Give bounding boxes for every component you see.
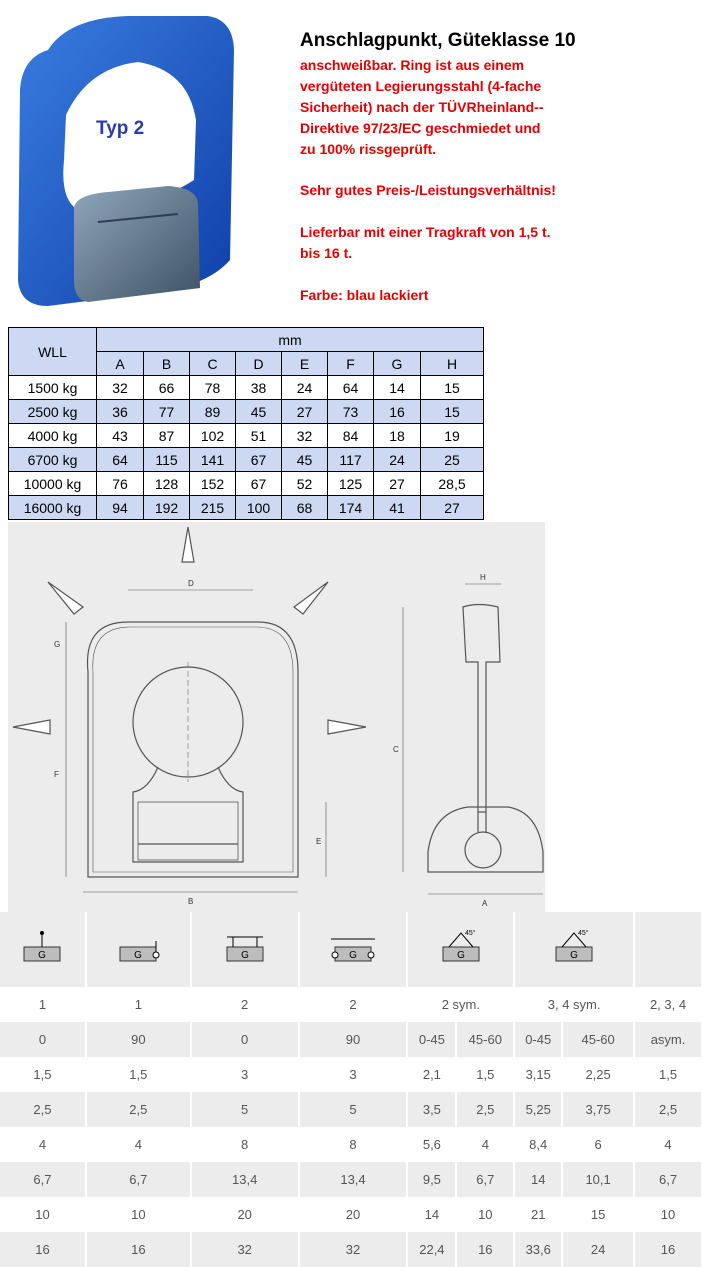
dimension-cell: 45 [236,400,282,424]
load-cell: 2,1 [407,1057,456,1092]
capacity-row [0,1197,702,1232]
dimension-cell: 100 [236,496,282,520]
load-cell: 20 [299,1197,408,1232]
dim-label-h: H [480,573,486,582]
desc-line: Direktive 97/23/EC geschmiedet und [300,120,541,136]
load-icon-cell [407,912,514,987]
capacity-row [0,1127,702,1162]
dim-column-header: F [328,352,374,376]
dimension-cell: 43 [97,424,144,448]
load-cell: 6,7 [456,1162,514,1197]
dimension-cell: 68 [282,496,328,520]
load-cell: 3,15 [514,1057,562,1092]
dimension-cell: 102 [190,424,236,448]
load-cell: 1,5 [86,1057,191,1092]
load-cell: 45-60 [456,1022,514,1057]
dimension-cell: 84 [328,424,374,448]
load-cell: 6,7 [634,1162,702,1197]
sling-two-vertical-icon [215,925,275,971]
dim-column-header: B [144,352,190,376]
load-cell: 14 [407,1197,456,1232]
dimension-row [9,448,484,472]
dimension-cell: 215 [190,496,236,520]
load-cell: 2,5 [86,1092,191,1127]
load-cell: 4 [0,1127,86,1162]
load-cell: 1,5 [0,1057,86,1092]
load-cell: 2,5 [0,1092,86,1127]
dimension-cell: 32 [282,424,328,448]
legs-cell: 2 sym. [407,987,514,1022]
load-cell: 4 [86,1127,191,1162]
load-cell: 90 [86,1022,191,1057]
sling-single-vertical-icon [12,925,72,971]
dimension-cell: 192 [144,496,190,520]
sling-two-angle-icon [431,925,491,971]
dimension-cell: 16000 kg [9,496,97,520]
dimension-cell: 78 [190,376,236,400]
dim-label-g: G [54,640,61,649]
dimension-row [9,376,484,400]
load-cell: 5 [299,1092,408,1127]
load-cell: 5 [191,1092,299,1127]
dimensions-table [8,327,484,520]
load-cell: 0 [0,1022,86,1057]
load-cell: 33,6 [514,1232,562,1267]
product-photo [8,10,248,310]
dimension-cell: 45 [282,448,328,472]
dimension-cell: 64 [97,448,144,472]
product-title: Anschlagpunkt, Güteklasse 10 [300,30,576,51]
dimension-cell: 6700 kg [9,448,97,472]
load-cell: 13,4 [191,1162,299,1197]
capacity-line: Lieferbar mit einer Tragkraft von 1,5 t. [300,224,551,240]
dimension-cell: 18 [374,424,421,448]
legs-cell: 2 [191,987,299,1022]
load-cell: 45-60 [562,1022,634,1057]
dimension-cell: 32 [97,376,144,400]
load-cell: asym. [634,1022,702,1057]
load-cell: 90 [299,1022,408,1057]
desc-line: vergüteten Legierungsstahl (4-fache [300,78,542,94]
dimension-cell: 15 [421,376,484,400]
load-cell: 3 [299,1057,408,1092]
block-label: G [240,950,249,961]
dim-label-f: F [54,770,59,779]
capacity-line: bis 16 t. [300,245,353,261]
load-cell: 1,5 [456,1057,514,1092]
capacity-row [0,1162,702,1197]
sling-two-side-icon [323,925,383,971]
dimension-cell: 27 [282,400,328,424]
load-icon-cell [86,912,191,987]
dimension-cell: 125 [328,472,374,496]
load-cell: 10 [0,1197,86,1232]
load-cell: 32 [299,1232,408,1267]
legs-row [0,987,702,1022]
dimension-cell: 27 [421,496,484,520]
dim-label-c: C [393,745,399,754]
load-cell: 0-45 [407,1022,456,1057]
dimension-cell: 73 [328,400,374,424]
load-cell: 3,75 [562,1092,634,1127]
desc-line: zu 100% rissgeprüft. [300,141,437,157]
load-cell: 6 [562,1127,634,1162]
dim-column-header: E [282,352,328,376]
desc-line: Sicherheit) nach der TÜVRheinland-- [300,99,544,115]
load-cell: 16 [86,1232,191,1267]
dimension-cell: 174 [328,496,374,520]
dimension-cell: 87 [144,424,190,448]
dimension-cell: 52 [282,472,328,496]
dim-label-a: A [482,899,488,908]
load-cell: 24 [562,1232,634,1267]
sling-four-angle-icon [544,925,604,971]
dimension-cell: 141 [190,448,236,472]
value-line: Sehr gutes Preis-/Leistungsverhältnis! [300,182,556,198]
desc-line: anschweißbar. Ring ist aus einem [300,57,525,73]
load-cell: 4 [634,1127,702,1162]
dimension-cell: 66 [144,376,190,400]
dimension-cell: 51 [236,424,282,448]
dimension-cell: 41 [374,496,421,520]
dim-label-d: D [188,579,194,588]
dim-label-e: E [316,837,322,846]
load-cell: 20 [191,1197,299,1232]
dimension-cell: 28,5 [421,472,484,496]
dimension-cell: 36 [97,400,144,424]
dimension-row [9,400,484,424]
load-cell: 8 [191,1127,299,1162]
dimension-cell: 4000 kg [9,424,97,448]
legs-cell: 2 [299,987,408,1022]
load-cell: 10 [86,1197,191,1232]
load-cell: 32 [191,1232,299,1267]
load-cell: 22,4 [407,1232,456,1267]
load-cell: 13,4 [299,1162,408,1197]
dimension-cell: 15 [421,400,484,424]
dimension-cell: 94 [97,496,144,520]
load-icon-cell [299,912,408,987]
dim-column-header: D [236,352,282,376]
legs-cell: 1 [86,987,191,1022]
load-capacity-table [0,912,703,1267]
dim-column-header: G [374,352,421,376]
load-cell: 16 [634,1232,702,1267]
wll-header: WLL [9,328,97,376]
dimension-cell: 24 [374,448,421,472]
load-icon-cell [0,912,86,987]
dimension-cell: 16 [374,400,421,424]
dimension-row [9,424,484,448]
load-icon-cell [191,912,299,987]
load-cell: 5,6 [407,1127,456,1162]
capacity-row [0,1057,702,1092]
load-cell: 2,25 [562,1057,634,1092]
block-label: G [349,950,357,961]
load-cell: 2,5 [634,1092,702,1127]
load-cell: 0 [191,1022,299,1057]
dimension-cell: 2500 kg [9,400,97,424]
dimension-cell: 115 [144,448,190,472]
dim-label-b: B [188,897,194,906]
load-cell: 10 [634,1197,702,1232]
load-cell: 6,7 [86,1162,191,1197]
load-cell: 2,5 [456,1092,514,1127]
block-label: G [134,950,143,961]
load-cell: 5,25 [514,1092,562,1127]
load-cell: 16 [0,1232,86,1267]
legs-cell: 3, 4 sym. [514,987,634,1022]
dimension-cell: 76 [97,472,144,496]
angle-label: 45° [578,930,589,937]
angle-row [0,1022,702,1057]
dimension-cell: 152 [190,472,236,496]
load-cell: 8 [299,1127,408,1162]
dimension-cell: 14 [374,376,421,400]
load-cell: 3,5 [407,1092,456,1127]
block-label: G [456,950,465,961]
capacity-row [0,1232,702,1267]
dimension-cell: 10000 kg [9,472,97,496]
dim-column-header: C [190,352,236,376]
sling-single-side-icon [108,925,168,971]
block-label: G [570,950,579,961]
dimension-cell: 77 [144,400,190,424]
dimension-cell: 38 [236,376,282,400]
dimension-cell: 67 [236,448,282,472]
dimension-cell: 24 [282,376,328,400]
dimension-cell: 25 [421,448,484,472]
load-cell: 6,7 [0,1162,86,1197]
dimension-cell: 27 [374,472,421,496]
dimension-cell: 1500 kg [9,376,97,400]
load-cell: 4 [456,1127,514,1162]
load-cell: 8,4 [514,1127,562,1162]
load-cell: 14 [514,1162,562,1197]
dimension-cell: 128 [144,472,190,496]
load-cell: 21 [514,1197,562,1232]
load-cell: 16 [456,1232,514,1267]
dimension-cell: 89 [190,400,236,424]
capacity-row [0,1092,702,1127]
angle-label: 45° [464,930,476,937]
dim-column-header: H [421,352,484,376]
load-cell: 9,5 [407,1162,456,1197]
dimension-cell: 19 [421,424,484,448]
dim-column-header: A [97,352,144,376]
load-icon-cell [634,912,702,987]
legs-cell: 2, 3, 4 [634,987,702,1022]
unit-header: mm [97,328,484,352]
load-cell: 0-45 [514,1022,562,1057]
block-label: G [38,950,47,961]
dimension-cell: 67 [236,472,282,496]
load-cell: 10,1 [562,1162,634,1197]
load-cell: 15 [562,1197,634,1232]
load-cell: 3 [191,1057,299,1092]
load-icon-cell [514,912,634,987]
load-cell: 10 [456,1197,514,1232]
load-cell: 1,5 [634,1057,702,1092]
dimension-cell: 117 [328,448,374,472]
legs-cell: 1 [0,987,86,1022]
color-line: Farbe: blau lackiert [300,287,429,303]
dimension-row [9,472,484,496]
dimension-row [9,496,484,520]
technical-drawing [8,522,545,912]
dimension-cell: 64 [328,376,374,400]
type-badge: Typ 2 [96,118,145,139]
